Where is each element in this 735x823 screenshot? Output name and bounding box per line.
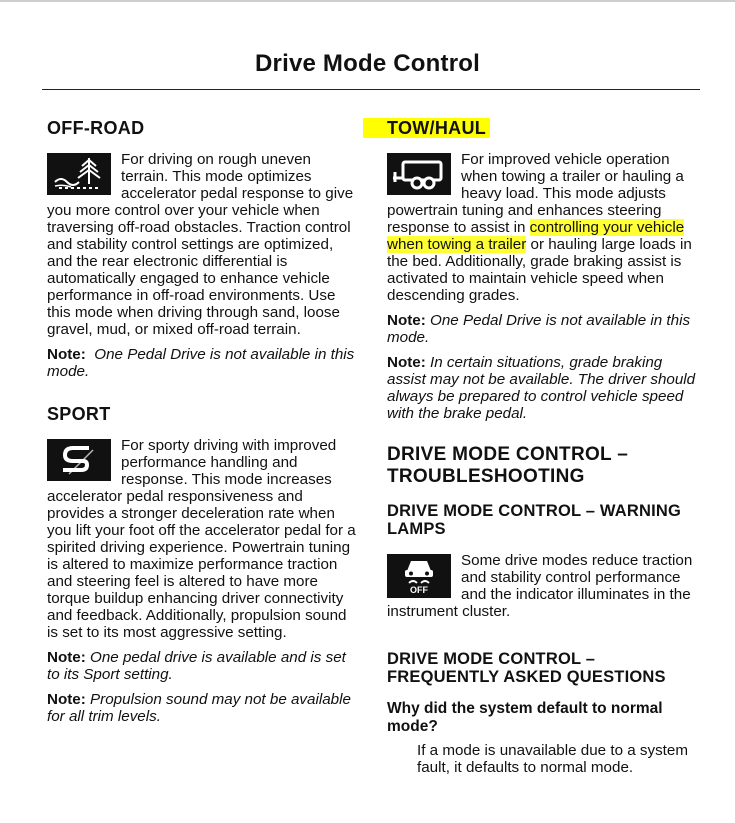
tow-note-1 [387,312,705,346]
sport-s-icon [47,439,111,481]
traction-control-off-icon [387,554,451,598]
troubleshooting-heading: DRIVE MODE CONTROL – TROUBLESHOOTING [387,444,629,487]
tow-text-b: or hauling large loads in the bed. Additionally, grade braking assist is activated to maintain vehicle speed when descending grades. [387,236,692,304]
tow-note-2-text: In certain situations, grade braking assist may not be available. The driver should always be prepared to control vehicle speed with the brake pedal. [387,354,696,422]
sport-heading: SPORT [47,404,111,424]
offroad-note-text: One Pedal Drive is not available in this mode. [47,346,355,380]
tow-heading-text: TOW/HAUL [363,118,490,138]
faq-heading: DRIVE MODE CONTROL – FREQUENTLY ASKED QUESTIONS [387,650,666,686]
tow-heading [387,118,705,139]
sport-text: For sporty driving with improved performance handling and response. This mode increases accelerator pedal responsiveness and provides a stronger deceleration rate when you lift your foot off the accelerator pedal for a spirited driving experience. Powertrain tuning is altered to maximize performance traction and steering feel is altered to have more torque buildup enhancing driver connectivity and feedback. Additionally, propulsion sound is set to its most aggressive setting. [47,437,356,641]
tow-note-1-label: Note: [387,312,426,329]
warning-section [387,552,705,620]
offroad-terrain-icon [47,153,111,195]
faq-question: Why did the system default to normal mode? [387,700,663,735]
page-top-border [0,0,735,2]
sport-note-2 [47,691,359,725]
left-column [47,100,359,733]
sport-note-2-text: Propulsion sound may not be available for all trim levels. [47,691,351,725]
offroad-heading: OFF-ROAD [47,118,145,138]
sport-note-1-label: Note: [47,649,86,666]
warning-text: Some drive modes reduce traction and stability control performance and the indicator illuminates in the instrument cluster. [387,552,693,620]
offroad-text: For driving on rough uneven terrain. This mode optimizes accelerator pedal response to give you more control over your vehicle when traversing off-road obstacles. Traction control and stability control settings are optimized, and the rear electronic differential is automatically engaged to enhance vehicle performance in off-road environments. Use this mode when driving through sand, loose gravel, mud, or mixed off-road terrain. [47,151,354,338]
offroad-section [47,151,359,338]
tow-text-a: For improved vehicle operation when towing a trailer or hauling a heavy load. This mode adjusts powertrain tuning and enhances steering response to assist in [387,151,684,236]
offroad-note [47,346,359,380]
tow-note-1-text: One Pedal Drive is not available in this mode. [387,312,691,346]
title-rule [42,89,700,90]
page-title: Drive Mode Control [255,50,480,77]
faq-answer: If a mode is unavailable due to a system fault, it defaults to normal mode. [417,742,688,776]
tow-trailer-icon [387,153,451,195]
right-column [387,100,705,776]
sport-note-2-label: Note: [47,691,86,708]
sport-note-1 [47,649,359,683]
offroad-note-label: Note: [47,346,86,363]
tow-note-2-label: Note: [387,354,426,371]
tow-text-highlight: controlling your vehicle when towing a trailer [387,219,685,253]
sport-section [47,437,359,641]
tow-section [387,151,705,304]
sport-note-1-text: One pedal drive is available and is set to its Sport setting. [47,649,346,683]
tow-note-2 [387,354,705,422]
warning-lamps-heading: DRIVE MODE CONTROL – WARNING LAMPS [387,502,682,538]
traction-off-label: OFF [410,585,428,595]
